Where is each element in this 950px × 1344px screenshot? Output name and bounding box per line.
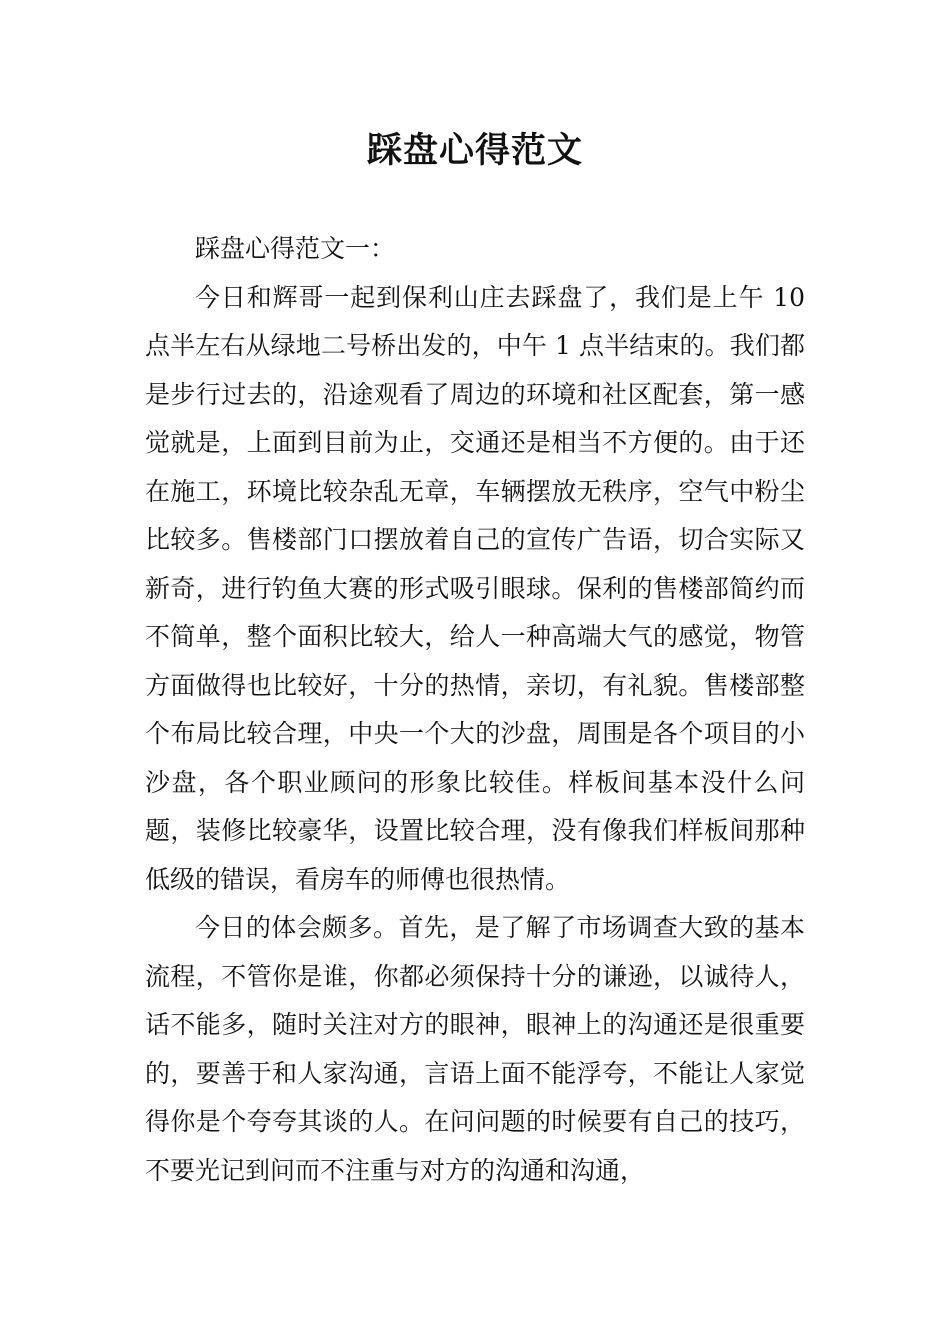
document-title: 踩盘心得范文 <box>366 130 583 171</box>
paragraph-heading: 踩盘心得范文一： <box>195 234 396 263</box>
document-body <box>145 225 805 1195</box>
paragraph-2: 今日的体会颇多。首先，是了解了市场调查大致的基本流程，不管你是谁，你都必须保持十分的谦逊，以诚待人，话不能多，随时关注对方的眼神，眼神上的沟通还是很重要的，要善于和人家沟通，言语上面不能浮夸，不能让人家觉得你是个夸夸其谈的人。在问问题的时候要有自己的技巧，不要光记到问而不注重与对方的沟通和沟通， <box>145 913 805 1185</box>
paragraph-1: 今日和辉哥一起到保利山庄去踩盘了，我们是上午 10 点半左右从绿地二号桥出发的，中午 1 点半结束的。我们都是步行过去的，沿途观看了周边的环境和社区配套，第一感觉就是，上面到目前为止，交通还是相当不方便的。由于还在施工，环境比较杂乱无章，车辆摆放无秩序，空气中粉尘比较多。售楼部门口摆放着自己的宣传广告语，切合实际又新奇，进行钓鱼大赛的形式吸引眼球。保利的售楼部简约而不简单，整个面积比较大，给人一种高端大气的感觉，物管方面做得也比较好，十分的热情，亲切，有礼貌。售楼部整个布局比较合理，中央一个大的沙盘，周围是各个项目的小沙盘，各个职业顾问的形象比较佳。样板间基本没什么问题，装修比较豪华，设置比较合理，没有像我们样板间那种低级的错误，看房车的师傅也很热情。 <box>145 282 805 894</box>
